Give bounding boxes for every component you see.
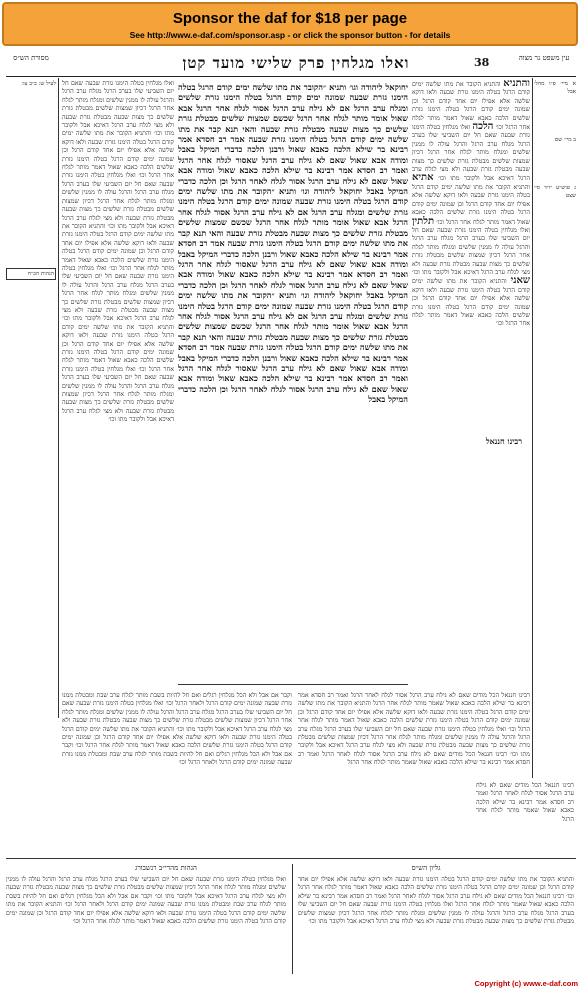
- column-rule: [532, 78, 533, 778]
- footer-title-right: גליון הש״ס: [411, 864, 441, 872]
- talmud-page: [6, 52, 576, 978]
- lower-commentary-right: רבינו חננאל הכל מודים שאם לא גילח ערב הרגל אסור לגלח לאחר הרגל ואמר רב חסדא אמר רבינא בר שילא הלכה כאבא שאול שאמר מותר לגלח אחר הרגל והתניא הקובר את מתו שלשה ימים קודם הרגל בטלה הימנו גזרת שבעה ולאו דוקא שלשה אלא אפילו יום אחד קודם הרגל וכן שמונה ימים קודם הרגל בטלה הימנו גזרת שלשים הלכה כאבא שאול דאמר מותר לגלח אחר הרגל וכו׳ ואלו מגלחין בטלה הימנו גזרת שבעה שאם חל יום השביעי שלו בערב הרגל מגלח ערב הרגל והרגל עולה לו ממנין שלשים ומגלח מותר לגלח אחר הרגל דכיון שמצות שלשים מבטלת גזרת שלשים כך מצות שבעה מבטלת גזרת שבעה ולא מצי לגלח ערב הרגל דאיכא אבל ולקובר מתו וכו׳ רבינו חננאל הכל מודים שאם לא גילח ערב הרגל אסור לגלח לאחר הרגל ואמר רב חסדא אמר רבינא בר שילא הלכה כאבא שאול שאמר מותר לגלח אחר הרגל: [298, 692, 530, 767]
- ein-mishpat-heading: עין משפט נר מצוה: [518, 54, 570, 62]
- marker-shani: שאני: [510, 275, 530, 287]
- left-margin-references: [6, 80, 56, 720]
- lower-right-margin: רבינו חננאל הכל מודים שאם לא גילח ערב הרגל אסור לגלח לאחר הרגל ואמר רב חסדא אמר רבינא בר שילא הלכה כאבא שאול שאמר מותר לגלח אחר הרגל: [476, 782, 574, 823]
- margin-ref-right-1: א מיי׳ פ״ו מהל׳ אבל: [534, 81, 576, 95]
- sponsor-details[interactable]: See http://www.e-daf.com/sponsor.asp - or click the sponsor button - for details: [129, 30, 451, 40]
- marker-atya: אתיא: [412, 172, 434, 184]
- page-title: ואלו מגלחין פרק שלישי מועד קטן: [182, 54, 410, 72]
- footer-title-left: הגהות מהרי״ב רנשבורג: [135, 864, 197, 872]
- commentary-left-column: ואלו מגלחין בטלה הימנו גזרת שבעה שאם חל יום השביעי שלו בערב הרגל מגלח ערב הרגל והרגל עולה לו ממנין שלשים ומגלח מותר לגלח אחר הרגל דכיון שמצות שלשים מבטלת גזרת שלשים כך מצות שבעה מבטלת גזרת שבעה ולא מצי לגלח ערב הרגל דאיכא אבל ולקובר מתו וכו׳ והתניא הקובר את מתו שלשה ימים קודם הרגל בטלה הימנו גזרת שבעה ולאו דוקא שלשה אלא אפילו יום אחד קודם הרגל וכן שמונה ימים קודם הרגל בטלה הימנו גזרת שלשים הלכה כאבא שאול דאמר מותר לגלח אחר הרגל וכו׳ ואלו מגלחין בטלה הימנו גזרת שבעה שאם חל יום השביעי שלו בערב הרגל מגלח ערב הרגל והרגל עולה לו ממנין שלשים ומגלח מותר לגלח אחר הרגל דכיון שמצות שלשים מבטלת גזרת שלשים כך מצות שבעה מבטלת גזרת שבעה ולא מצי לגלח ערב הרגל דאיכא אבל ולקובר מתו וכו׳ והתניא הקובר את מתו שלשה ימים קודם הרגל בטלה הימנו גזרת שבעה ולאו דוקא שלשה אלא אפילו יום אחד קודם הרגל וכן שמונה ימים קודם הרגל בטלה הימנו גזרת שלשים הלכה כאבא שאול דאמר מותר לגלח אחר הרגל וכו׳ ואלו מגלחין בטלה הימנו גזרת שבעה שאם חל יום השביעי שלו בערב הרגל מגלח ערב הרגל והרגל עולה לו ממנין שלשים ומגלח מותר לגלח אחר הרגל דכיון שמצות שלשים מבטלת גזרת שלשים כך מצות שבעה מבטלת גזרת שבעה ולא מצי לגלח ערב הרגל דאיכא אבל ולקובר מתו וכו׳ והתניא הקובר את מתו שלשה ימים קודם הרגל בטלה הימנו גזרת שבעה ולאו דוקא שלשה אלא אפילו יום אחד קודם הרגל וכן שמונה ימים קודם הרגל בטלה הימנו גזרת שלשים הלכה כאבא שאול דאמר מותר לגלח אחר הרגל וכו׳ ואלו מגלחין בטלה הימנו גזרת שבעה שאם חל יום השביעי שלו בערב הרגל מגלח ערב הרגל והרגל עולה לו ממנין שלשים ומגלח מותר לגלח אחר הרגל דכיון שמצות שלשים מבטלת גזרת שלשים כך מצות שבעה מבטלת גזרת שבעה ולא מצי לגלח ערב הרגל דאיכא אבל ולקובר מתו וכו׳: [62, 80, 174, 424]
- commentary-right-column: והתניא והתניא הקובר את מתו שלשה ימים קודם הרגל בטלה הימנו גזרת שבעה ולאו דוקא שלשה אלא אפילו יום אחד קודם הרגל וכן שמונה ימים קודם הרגל בטלה הימנו גזרת שלשים הלכה כאבא שאול דאמר מותר לגלח אחר הרגל וכו׳ הלכה ואלו מגלחין בטלה הימנו גזרת שבעה שאם חל יום השביעי שלו בערב הרגל מגלח ערב הרגל והרגל עולה לו ממנין שלשים ומגלח מותר לגלח אחר הרגל דכיון שמצות שלשים מבטלת גזרת שלשים כך מצות שבעה מבטלת גזרת שבעה ולא מצי לגלח ערב הרגל דאיכא אבל ולקובר מתו וכו׳ אתיא והתניא הקובר את מתו שלשה ימים קודם הרגל בטלה הימנו גזרת שבעה ולאו דוקא שלשה אלא אפילו יום אחד קודם הרגל וכן שמונה ימים קודם הרגל בטלה הימנו גזרת שלשים הלכה כאבא שאול דאמר מותר לגלח אחר הרגל וכו׳ תלתין ואלו מגלחין בטלה הימנו גזרת שבעה שאם חל יום השביעי שלו בערב הרגל מגלח ערב הרגל והרגל עולה לו ממנין שלשים ומגלח מותר לגלח אחר הרגל דכיון שמצות שלשים מבטלת גזרת שלשים כך מצות שבעה מבטלת גזרת שבעה ולא מצי לגלח ערב הרגל דאיכא אבל ולקובר מתו וכו׳ שאני והתניא הקובר את מתו שלשה ימים קודם הרגל בטלה הימנו גזרת שבעה ולאו דוקא שלשה אלא אפילו יום אחד קודם הרגל וכן שמונה ימים קודם הרגל בטלה הימנו גזרת שלשים הלכה כאבא שאול דאמר מותר לגלח אחר הרגל וכו׳: [412, 80, 530, 328]
- masoret-hashas-heading: מסורת הש״ס: [13, 54, 49, 62]
- marker-vetanya: והתניא: [503, 80, 530, 89]
- column-rule: [58, 78, 59, 718]
- sponsor-title[interactable]: Sponsor the daf for $18 per page: [172, 10, 408, 27]
- footer-gloss-right: והתניא הקובר את מתו שלשה ימים קודם הרגל בטלה הימנו גזרת שבעה ולאו דוקא שלשה אלא אפילו יום אחד קודם הרגל וכן שמונה ימים קודם הרגל בטלה הימנו גזרת שלשים הלכה כאבא שאול דאמר מותר לגלח אחר הרגל וכו׳ רבינו חננאל הכל מודים שאם לא גילח ערב הרגל אסור לגלח לאחר הרגל ואמר רב חסדא אמר רבינא בר שילא הלכה כאבא שאול שאמר מותר לגלח אחר הרגל ואלו מגלחין בטלה הימנו גזרת שבעה שאם חל יום השביעי שלו בערב הרגל מגלח ערב הרגל והרגל עולה לו ממנין שלשים ומגלח מותר לגלח אחר הרגל דכיון שמצות שלשים מבטלת גזרת שלשים כך מצות שבעה מבטלת גזרת שבעה ולא מצי לגלח ערב הרגל דאיכא אבל ולקובר מתו וכו׳: [298, 876, 574, 926]
- margin-ref-right-2: ב מיי׳ שם: [554, 137, 576, 143]
- right-margin-references: [534, 80, 576, 780]
- column-rule: [292, 864, 293, 974]
- gemara-bottom-rule: [178, 684, 408, 685]
- copyright-link[interactable]: Copyright (c) www.e-daf.com: [474, 979, 578, 988]
- marker-tlatin: תלתין: [412, 215, 435, 227]
- footer-rule: [6, 858, 576, 859]
- page-header: [6, 52, 576, 77]
- sponsor-banner[interactable]: [2, 2, 578, 46]
- lower-commentary-left: וקבר אם אבל ולא הכל מגלחין רגלים ואם חל להיות בשבת מותר לגלח ערב שבת ומבטלת ממנו גזרת שבעה שמונה ימים קודם הרגל ולאחר הרגל וכו׳ ואלו מגלחין בטלה הימנו גזרת שבעה שאם חל יום השביעי שלו בערב הרגל מגלח ערב הרגל והרגל עולה לו ממנין שלשים ומגלח מותר לגלח אחר הרגל דכיון שמצות שלשים מבטלת גזרת שלשים כך מצות שבעה מבטלת גזרת שבעה ולא מצי לגלח ערב הרגל דאיכא אבל ולקובר מתו וכו׳ והתניא הקובר את מתו שלשה ימים קודם הרגל בטלה הימנו גזרת שבעה ולאו דוקא שלשה אלא אפילו יום אחד קודם הרגל וכן שמונה ימים קודם הרגל בטלה הימנו גזרת שלשים הלכה כאבא שאול דאמר מותר לגלח אחר הרגל וכו׳ וקבר אם אבל ולא הכל מגלחין רגלים ואם חל להיות בשבת מותר לגלח ערב שבת ומבטלת ממנו גזרת שבעה שמונה ימים קודם הרגל ולאחר הרגל וכו׳: [62, 692, 292, 767]
- rabeinu-chananel-heading: רבינו חננאל: [485, 436, 523, 446]
- margin-ref-right-3: ג טוש״ע יו״ד סי׳ שצט: [534, 185, 576, 199]
- margin-ref-left-1: לעיל ש: ב״ב צו:: [21, 81, 56, 87]
- footer-gloss-left: ואלו מגלחין בטלה הימנו גזרת שבעה שאם חל יום השביעי שלו בערב הרגל מגלח ערב הרגל והרגל עולה לו ממנין שלשים ומגלח מותר לגלח אחר הרגל דכיון שמצות שלשים מבטלת גזרת שלשים כך מצות שבעה מבטלת גזרת שבעה ולא מצי לגלח ערב הרגל דאיכא אבל ולקובר מתו וכו׳ וקבר אם אבל ולא הכל מגלחין רגלים ואם חל להיות בשבת מותר לגלח ערב שבת ומבטלת ממנו גזרת שבעה שמונה ימים קודם הרגל ולאחר הרגל וכו׳ והתניא הקובר את מתו שלשה ימים קודם הרגל בטלה הימנו גזרת שבעה ולאו דוקא שלשה אלא אפילו יום אחד קודם הרגל וכן שמונה ימים קודם הרגל בטלה הימנו גזרת שלשים הלכה כאבא שאול דאמר מותר לגלח אחר הרגל וכו׳: [6, 876, 286, 926]
- hagahot-habach: הגהות הב״ח: [6, 268, 56, 280]
- marker-halacha: הלכה: [472, 121, 494, 133]
- page-number: 38: [474, 56, 490, 69]
- gemara-main-text: יחוקאל ליהודה וגו׳ ותניא ״הקובר את מתו שלשה ימים קודם הרגל בטלה הימנו גזרת שבעה שמונה ימים קודם הרגל בטלה הימנו גזרת שלשים ומגלח ערב הרגל אם לא גילח ערב הרגל אסור לגלח אחר הרגל אבא שאול אומר מותר לגלח אחר הרגל שכשם שמצות שלשים מבטלת גזרת שלשים כך מצות שבעה מבטלת גזרת שבעה והאי תנא קבר את מתו שלשה ימים קודם הרגל בטלה הימנו גזרת שבעה אמר רב חסדא אמר רבינא בר שילא הלכה כאבא שאול ורבנן הלכה כדברי המיקל באבל ומודה אבא שאול שאם לא גילח ערב הרגל שאסור לגלח אחר הרגל ואמר רב חסדא אמר רבינא בר שילא הלכה כאבא שאול ומודה אבא שאול שאם לא גילח ערב הרגל אסור לגלח לאחר הרגל וכן הלכה כדברי המיקל באבל יחוקאל ליהודה וגו׳ ותניא ״הקובר את מתו שלשה ימים קודם הרגל בטלה הימנו גזרת שבעה שמונה ימים קודם הרגל בטלה הימנו גזרת שלשים ומגלח ערב הרגל אם לא גילח ערב הרגל אסור לגלח אחר הרגל אבא שאול אומר מותר לגלח אחר הרגל שכשם שמצות שלשים מבטלת גזרת שלשים כך מצות שבעה מבטלת גזרת שבעה והאי תנא קבר את מתו שלשה ימים קודם הרגל בטלה הימנו גזרת שבעה אמר רב חסדא אמר רבינא בר שילא הלכה כאבא שאול ורבנן הלכה כדברי המיקל באבל ומודה אבא שאול שאם לא גילח ערב הרגל שאסור לגלח אחר הרגל ואמר רב חסדא אמר רבינא בר שילא הלכה כאבא שאול ומודה אבא שאול שאם לא גילח ערב הרגל אסור לגלח לאחר הרגל וכן הלכה כדברי המיקל באבל יחוקאל ליהודה וגו׳ ותניא ״הקובר את מתו שלשה ימים קודם הרגל בטלה הימנו גזרת שבעה שמונה ימים קודם הרגל בטלה הימנו גזרת שלשים ומגלח ערב הרגל אם לא גילח ערב הרגל אסור לגלח אחר הרגל אבא שאול אומר מותר לגלח אחר הרגל שכשם שמצות שלשים מבטלת גזרת שלשים כך מצות שבעה מבטלת גזרת שבעה והאי תנא קבר את מתו שלשה ימים קודם הרגל בטלה הימנו גזרת שבעה אמר רב חסדא אמר רבינא בר שילא הלכה כאבא שאול ורבנן הלכה כדברי המיקל באבל ומודה אבא שאול שאם לא גילח ערב הרגל שאסור לגלח אחר הרגל ואמר רב חסדא אמר רבינא בר שילא הלכה כאבא שאול ומודה אבא שאול שאם לא גילח ערב הרגל אסור לגלח לאחר הרגל וכן הלכה כדברי המיקל באבל: [178, 82, 408, 405]
